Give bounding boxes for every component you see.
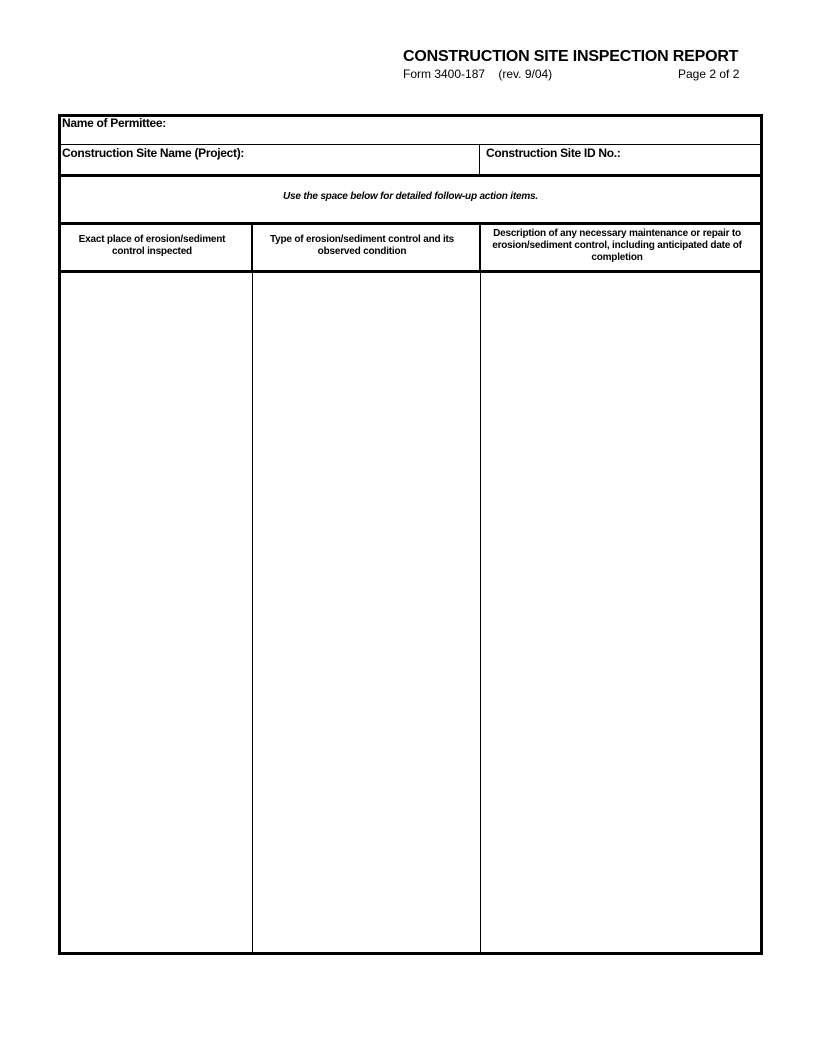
site-name-label: Construction Site Name (Project): [62, 146, 245, 160]
form-number: Form 3400-187 (rev. 9/04) [403, 67, 553, 81]
divider [252, 272, 253, 954]
column-header-location: Exact place of erosion/sediment control inspected [78, 234, 226, 257]
location-entry-area[interactable] [61, 273, 251, 952]
permittee-label: Name of Permittee: [62, 116, 166, 130]
column-header-type-condition: Type of erosion/sediment control and its observed condition [269, 234, 455, 257]
permittee-field[interactable] [61, 131, 760, 144]
maintenance-entry-area[interactable] [482, 273, 760, 952]
divider [480, 272, 481, 954]
divider [479, 224, 481, 272]
divider [58, 222, 763, 225]
divider [58, 144, 763, 145]
site-id-field[interactable] [482, 160, 760, 173]
divider [251, 224, 253, 272]
site-name-field[interactable] [61, 160, 477, 173]
divider [479, 145, 480, 175]
report-title: CONSTRUCTION SITE INSPECTION REPORT [403, 48, 739, 65]
column-header-maintenance: Description of any necessary maintenance or repair to erosion/sediment control, including anticipated date of completion [492, 228, 742, 263]
type-condition-entry-area[interactable] [254, 273, 479, 952]
site-id-label: Construction Site ID No.: [486, 146, 621, 160]
page-number: Page 2 of 2 [678, 67, 740, 81]
instruction-text: Use the space below for detailed follow-up action items. [283, 191, 538, 202]
divider [58, 174, 763, 177]
